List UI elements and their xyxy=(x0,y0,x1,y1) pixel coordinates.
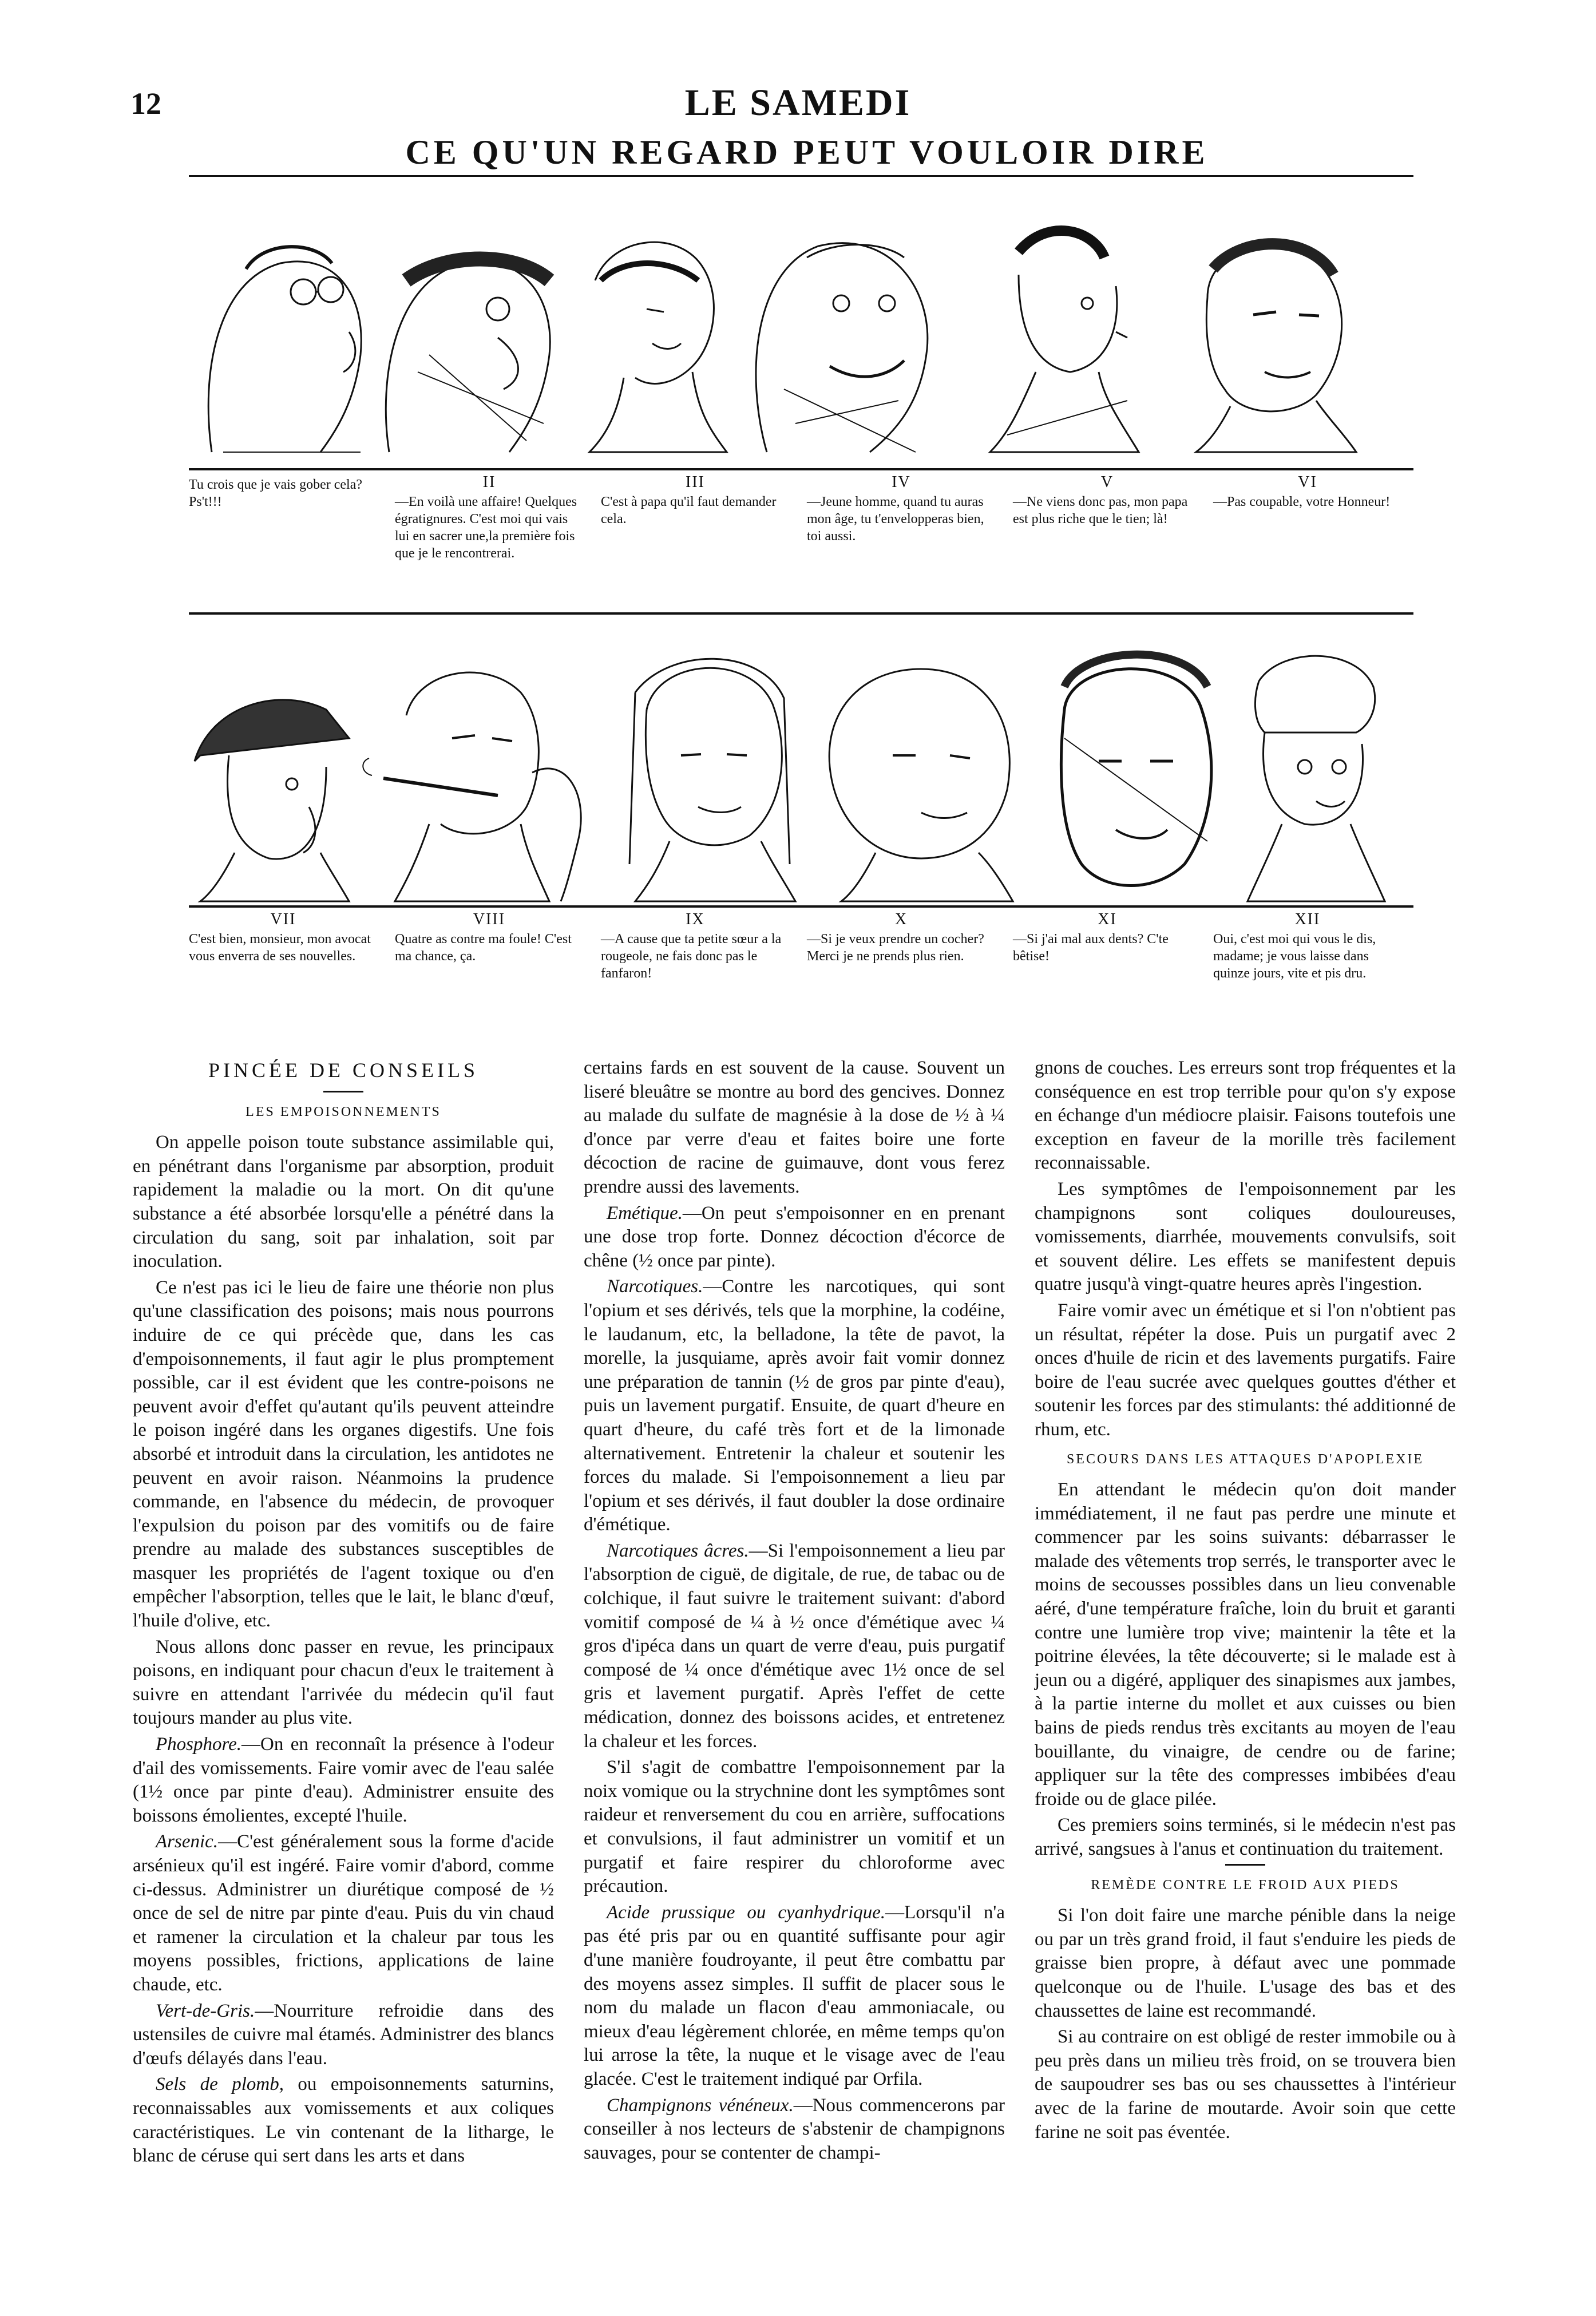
entry-term: Champignons vénéneux. xyxy=(607,2095,794,2116)
entry-text: —Lorsqu'il n'a pas été pris par ou en quantité suffisante pour agir d'une manière foudroyante, il peut être combattu par des moyens assez simples. Il suffit de placer sous le nom du malade un flacon d'eau ammoniacale, ou mieux d'eau légèrement chlorée, en même temps qu'on lui arrose la tête, la nuque et le visage avec de l'eau glacée. C'est le traitement indiqué par Orfila. xyxy=(584,1902,1005,2089)
entry-text: —Nourriture refroidie dans des ustensiles de cuivre mal étamés. Administrer des blancs d'œufs délayés dans l'eau. xyxy=(133,2000,554,2069)
caption-12-text: Oui, c'est moi qui vous le dis, madame; je vous laisse dans quinze jours, vite et pis dru. xyxy=(1213,932,1376,981)
plate-rule-top xyxy=(189,468,1413,470)
caption-7 xyxy=(189,911,378,965)
paragraph xyxy=(584,1539,1005,1753)
caption-9-number: IX xyxy=(686,910,705,928)
article-column-1 xyxy=(133,1059,554,2171)
entry-text: —Nous commencerons par conseiller à nos lecteurs de s'abstenir de champignons sauvages, pour se contenter de champi- xyxy=(584,2095,1005,2163)
article-title: PINCÉE DE CONSEILS xyxy=(208,1059,478,1082)
plate-title: CE QU'UN REGARD PEUT VOULOIR DIRE xyxy=(405,133,1209,171)
section-heading-empoisonnements: LES EMPOISONNEMENTS xyxy=(245,1104,441,1119)
paragraph xyxy=(584,2094,1005,2165)
paragraph: Si l'on doit faire une marche pénible dans la neige ou par un très grand froid, il faut s'enduire les pieds de graisse bien propre, à défaut avec une pommade quelconque ou de l'huile. L'usage des bas et des chaussettes de laine est recommandé. xyxy=(1035,1905,1456,2021)
title-rule xyxy=(189,175,1413,177)
portrait-5 xyxy=(990,231,1139,452)
entry-term: Phosphore. xyxy=(156,1734,242,1755)
caption-9-text: —A cause que ta petite sœur a la rougeole, ne fais donc pas le fanfaron! xyxy=(601,932,782,981)
caption-12-number: XII xyxy=(1294,910,1321,928)
caption-11 xyxy=(1013,911,1202,965)
page-number: 12 xyxy=(130,86,161,121)
entry-text: —C'est généralement sous la forme d'acide arsénieux qu'il est ingéré. Faire vomir d'abord, comme ci-dessus. Administrer un diurétique composé de ½ once de sel de nitre par pinte d'eau. Puis du vin chaud et ramener la circulation et la chaleur par tous les moyens possibles, frictions, applications de laine chaude, etc. xyxy=(133,1831,554,1995)
caption-1 xyxy=(189,474,378,510)
portrait-10 xyxy=(829,669,1013,901)
paragraph: certains fards en est souvent de la cause. Souvent un liseré bleuâtre se montre au bord des gencives. Donnez au malade du sulfate de magnésie à la dose de ½ à ¼ d'once par verre d'eau et faites boire une forte décoction de racine de guimauve, dont vous ferez prendre aussi des lavements. xyxy=(584,1058,1005,1197)
entry-text: —Si l'empoisonnement a lieu par l'absorption de ciguë, de digitale, de rue, de tabac ou de colchique, il faut suivre le traitement suivant: d'abord vomitif composé de ¼ à ½ once d'émétique avec ¼ gros d'ipéca dans un quart de verre d'eau, puis purgatif composé de ¼ once d'émétique avec 1½ once de sel gris et lavement purgatif. Après l'effet de cette médication, donnez des boissons acides, et entretenez la chaleur et les forces. xyxy=(584,1540,1005,1752)
entry-term: Acide prussique ou cyanhydrique. xyxy=(607,1902,886,1923)
caption-4-text: —Jeune homme, quand tu auras mon âge, tu t'envelopperas bien, toi aussi. xyxy=(807,494,984,544)
caption-6 xyxy=(1213,474,1402,510)
entry-text: ou empoisonnements saturnins, reconnaissables aux vomissements et aux coliques caractéristiques. Le vin contenant de la litharge, le blanc de céruse qui sert dans les arts et dans xyxy=(133,2074,554,2167)
plate-divider xyxy=(189,612,1413,615)
title-underline xyxy=(323,1091,363,1092)
entry-term: Emétique. xyxy=(607,1202,683,1224)
caption-8-number: VIII xyxy=(473,910,506,928)
caption-10 xyxy=(807,911,996,965)
entry-term: Narcotiques. xyxy=(607,1276,703,1297)
caption-2 xyxy=(395,474,584,562)
caption-3 xyxy=(601,474,790,528)
paragraph: Ce n'est pas ici le lieu de faire une théorie non plus qu'une classification des poisons; mais nous pourrons induire de ce qui précède que, dans les cas d'empoisonnements, il faut agir le plus promptement possible, car il est évident que les contre-poisons ne peuvent avoir d'effet qu'autant qu'ils peuvent atteindre le poison ingéré dans les organes digestifs. Une fois absorbé et introduit dans la circulation, les antidotes ne peuvent en avoir raison. Néanmoins la prudence commande, en l'absence du médecin, de provoquer l'expulsion du poison par des vomitifs ou de faire prendre au malade des substances susceptibles de masquer les propriétés de l'agent toxique ou d'en empêcher l'absorption, telles que le lait, le blanc d'œuf, l'huile d'olive, etc. xyxy=(133,1277,554,1632)
portrait-3 xyxy=(589,242,727,452)
paragraph: Nous allons donc passer en revue, les principaux poisons, en indiquant pour chacun d'eux le traitement à suivre en attendant l'arrivée du médecin qu'il faut toujours mander au plus vite. xyxy=(133,1636,554,1729)
plate-rule-bottom xyxy=(189,905,1413,908)
paragraph xyxy=(133,1830,554,1997)
caption-2-text: —En voilà une affaire! Quelques égratignures. C'est moi qui vais lui en sacrer une,la première fois que je le rencontrerai. xyxy=(395,494,577,561)
caption-3-number: III xyxy=(686,473,705,491)
caption-4-number: IV xyxy=(892,473,911,491)
caption-9 xyxy=(601,911,790,982)
paragraph: gnons de couches. Les erreurs sont trop fréquentes et la conséquence en est trop terrible pour qu'on s'y expose en échange d'un médiocre plaisir. Faisons toutefois une exception en faveur de la morille très facilement reconnaissable. xyxy=(1035,1058,1456,1174)
paragraph xyxy=(584,1275,1005,1537)
portrait-1 xyxy=(208,247,361,452)
portrait-4 xyxy=(756,243,928,452)
caption-5 xyxy=(1013,474,1202,528)
caption-3-text: C'est à papa qu'il faut demander cela. xyxy=(601,494,777,526)
caption-10-number: X xyxy=(894,910,908,928)
caption-6-text: —Pas coupable, votre Honneur! xyxy=(1213,494,1391,509)
paragraph xyxy=(133,1733,554,1828)
paragraph: Les symptômes de l'empoisonnement par les champignons sont coliques douloureuses, vomissements, diarrhée, mouvements convulsifs, soit et souvent délire. Les effets se manifestent depuis quatre jusqu'à vingt-quatre heures après l'ingestion. xyxy=(1035,1178,1456,1295)
portrait-row-bottom xyxy=(177,624,1419,904)
paragraph xyxy=(584,1202,1005,1273)
caption-2-number: II xyxy=(482,473,496,491)
paragraph: S'il s'agit de combattre l'empoisonnement par la noix vomique ou la strychnine dont les symptômes sont raideur et renversement du cou en arrière, suffocations et convulsions, il faut administrer un vomitif et un purgatif et faire respirer du chloroforme avec précaution. xyxy=(584,1757,1005,1897)
caption-8-text: Quatre as contre ma foule! C'est ma chance, ça. xyxy=(395,932,572,964)
article-column-2 xyxy=(584,1056,1005,2167)
portrait-7 xyxy=(195,700,349,901)
entry-term: Vert-de-Gris. xyxy=(156,2000,255,2021)
portrait-11 xyxy=(1061,655,1211,886)
entry-text: —On en reconnaît la présence à l'odeur d'ail des vomissements. Faire vomir avec de l'eau salée (1½ once par pinte d'eau). Administrer ensuite des boissons émolientes, excepté l'huile. xyxy=(133,1734,554,1826)
paragraph xyxy=(133,2073,554,2168)
caption-1-text: Tu crois que je vais gober cela? Ps't!!! xyxy=(189,477,363,509)
caption-6-number: VI xyxy=(1298,473,1317,491)
paragraph xyxy=(133,2000,554,2071)
entry-term: Sels de plomb, xyxy=(156,2074,284,2095)
entry-term: Arsenic. xyxy=(156,1831,219,1852)
portrait-6 xyxy=(1196,244,1356,452)
masthead: LE SAMEDI xyxy=(684,82,912,124)
section-divider xyxy=(1225,1864,1265,1866)
portrait-row-top xyxy=(177,183,1419,469)
caption-8 xyxy=(395,911,584,965)
paragraph: Si au contraire on est obligé de rester immobile ou à peu près dans un milieu très froid, on se trouvera bien de saupoudrer ses bas ou ses chaussettes à l'intérieur avec de la farine de moutarde. Avoir soin que cette farine ne soit pas éventée. xyxy=(1035,2026,1456,2143)
section-heading-apoplexie: SECOURS DANS LES ATTAQUES D'APOPLEXIE xyxy=(1066,1451,1424,1467)
paragraph xyxy=(584,1901,1005,2092)
entry-text: —Contre les narcotiques, qui sont l'opium et ses dérivés, tels que la morphine, la codéine, le laudanum, etc, la belladone, la tête de pavot, la morelle, la jusquiame, après avoir fait vomir donnez une préparation de tannin (½ de gros par pinte d'eau), puis un lavement purgatif. Ensuite, de quart d'heure en quart d'heure, du café très fort et de la limonade alternativement. Entretenir la chaleur et soutenir les forces du malade. Si l'empoisonnement a lieu par l'opium et ses dérivés, il faut doubler la dose ordinaire d'émétique. xyxy=(584,1276,1005,1535)
paragraph: Faire vomir avec un émétique et si l'on n'obtient pas un résultat, répéter la dose. Puis un purgatif avec 2 onces d'huile de ricin et des lavements purgatifs. Faire boire de l'eau sucrée avec quelques gouttes d'éther et soutenir les forces par des stimulants: thé additionné de rhum, etc. xyxy=(1035,1300,1456,1440)
article-column-3 xyxy=(1035,1056,1456,2147)
section-heading-froid-aux-pieds: REMÈDE CONTRE LE FROID AUX PIEDS xyxy=(1091,1877,1400,1893)
paragraph: En attendant le médecin qu'on doit mander immédiatement, il ne faut pas perdre une minute et commencer par les soins suivants: débarrasser le malade des vêtements trop serrés, le transporter avec le moins de secousses possibles dans un lieu convenable aéré, d'une température fraîche, loin du bruit et garanti contre une lumière trop vive; maintenir la tête et la poitrine élevées, la tête découverte; si le malade est à jeun ou a digéré, appliquer des sinapismes aux jambes, à la partie interne du mollet et aux cuisses ou bien bains de pieds rendus très excitants au moyen de l'eau bouillante, du vinaigre, de cendre ou de farine; appliquer sur la tête des compresses imbibées d'eau froide ou de glace pilée. xyxy=(1035,1479,1456,1810)
caption-5-number: V xyxy=(1100,473,1114,491)
caption-11-text: —Si j'ai mal aux dents? C'te bêtise! xyxy=(1013,932,1169,964)
portrait-2 xyxy=(386,259,550,453)
portrait-9 xyxy=(629,659,795,901)
portrait-8 xyxy=(363,672,581,901)
entry-text: —On peut s'empoisonner en en prenant une dose trop forte. Donnez décoction d'écorce de chêne (½ once par pinte). xyxy=(584,1202,1005,1271)
caption-10-text: —Si je veux prendre un cocher? Merci je ne prends plus rien. xyxy=(807,932,984,964)
paragraph: Ces premiers soins terminés, si le médecin n'est pas arrivé, sangsues à l'anus et continuation du traitement. xyxy=(1035,1815,1456,1859)
caption-7-text: C'est bien, monsieur, mon avocat vous enverra de ses nouvelles. xyxy=(189,932,371,964)
caption-7-number: VII xyxy=(270,910,296,928)
caption-4 xyxy=(807,474,996,545)
caption-row-top xyxy=(189,474,1408,600)
caption-11-number: XI xyxy=(1098,910,1117,928)
caption-5-text: —Ne viens donc pas, mon papa est plus riche que le tien; là! xyxy=(1013,494,1188,526)
caption-row-bottom xyxy=(189,911,1408,1026)
paragraph: On appelle poison toute substance assimilable qui, en pénétrant dans l'organisme par absorption, produit rapidement la maladie ou la mort. On dit qu'une substance a été absorbée lorsqu'elle a pénétré dans la circulation du sang, soit par inhalation, soit par inoculation. xyxy=(133,1132,554,1272)
portrait-12 xyxy=(1248,656,1385,901)
caption-12 xyxy=(1213,911,1402,982)
entry-term: Narcotiques âcres. xyxy=(607,1540,749,1561)
